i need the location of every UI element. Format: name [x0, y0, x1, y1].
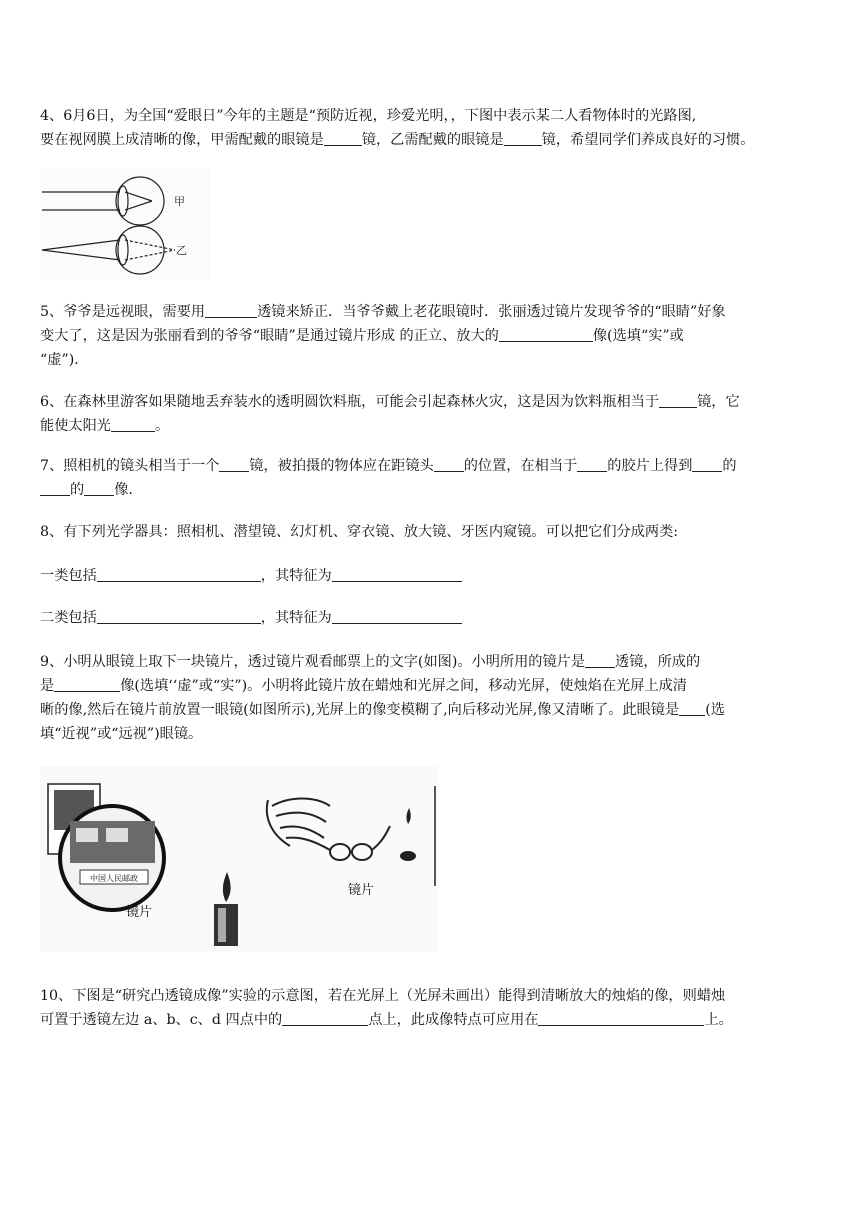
answer-blank[interactable]	[84, 480, 114, 496]
q9-line-3: 晰的像,然后在镜片前放置一眼镜(如图所示),光屏上的像变模糊了,向后移动光屏,像又清晰了。此眼镜是 (选	[40, 702, 725, 718]
answer-blank[interactable]	[692, 456, 722, 472]
q7-line-2: 的 像.	[40, 478, 822, 502]
answer-blank[interactable]	[679, 700, 705, 716]
q8-line-1: 8、有下列光学器具：照相机、潜望镜、幻灯机、穿衣镜、放大镜、牙医内窥镜。可以把它们分成两类:	[40, 524, 679, 540]
answer-blank[interactable]	[504, 130, 542, 146]
q5-line-3: “虚”)．	[40, 352, 89, 368]
eye-light-path-figure	[40, 168, 210, 280]
answer-blank[interactable]	[332, 608, 462, 624]
answer-blank[interactable]	[659, 392, 697, 408]
q4-line-1: 4、6月6日，为全国“爱眼日”今年的主题是“预防近视，珍爱光明，，下图中表示某二人看物体时的光路图,	[40, 108, 697, 124]
question-8	[40, 520, 822, 544]
q9-line-1: 9、小明从眼镜上取下一块镜片，透过镜片观看邮票上的文字(如图)。小明所用的镜片是 透镜，所成的	[40, 654, 701, 670]
magnifier-lens-illustration	[60, 806, 164, 910]
q5-line-1: 5、爷爷是远视眼，需要用 透镜来矫正．当爷爷戴上老花眼镜时．张丽透过镜片发现爷爷的“眼睛”好象	[40, 304, 726, 320]
q7-line-1: 7、照相机的镜头相当于一个 镜，被拍摄的物体应在距镜头 的位置，在相当于 的胶片上得到 的	[40, 458, 737, 474]
answer-blank[interactable]	[40, 480, 70, 496]
question-5	[40, 300, 822, 372]
answer-blank[interactable]	[205, 302, 257, 318]
answer-blank[interactable]	[538, 1010, 704, 1026]
q8-category-1: 一类包括 ，其特征为	[40, 564, 822, 588]
q10-line-2: 可置于透镜左边 a、b、c、d 四点中的 点上，此成像特点可应用在 上。	[40, 1012, 733, 1028]
answer-blank[interactable]	[97, 566, 261, 582]
question-9	[40, 650, 822, 746]
answer-blank[interactable]	[97, 608, 261, 624]
q4-line-2: 要在视网膜上成清晰的像，甲需配戴的眼镜是 镜，乙需配戴的眼镜是 镜，希望同学们养成良好的习惯。	[40, 132, 755, 148]
label-jia: 甲	[174, 195, 185, 208]
answer-blank[interactable]	[219, 456, 249, 472]
q8-category-2: 二类包括 ，其特征为	[40, 606, 822, 630]
answer-blank[interactable]	[577, 456, 607, 472]
answer-blank[interactable]	[282, 1010, 368, 1026]
answer-blank[interactable]	[111, 416, 155, 432]
q6-line-2: 能使太阳光 。	[40, 418, 170, 434]
q9-line-4: 填“近视”或“远视”)眼镜。	[40, 726, 203, 742]
question-4	[40, 104, 822, 152]
q9-line-2: 是 像(选填‘‘虚”或“实”)。小明将此镜片放在蜡烛和光屏之间，移动光屏，使烛焰在光屏上成清	[40, 678, 687, 694]
label-lens-right: 镜片	[348, 883, 375, 898]
q5-line-2: 变大了，这是因为张丽看到的爷爷“眼睛”是通过镜片形成 的正立、放大的 像(选填“实”或	[40, 328, 684, 344]
label-lens-left: 镜片	[126, 905, 153, 920]
q6-line-1: 6、在森林里游客如果随地丢弃装水的透明圆饮料瓶，可能会引起森林火灾，这是因为饮料瓶相当于 镜，它	[40, 394, 740, 410]
answer-blank[interactable]	[324, 130, 362, 146]
q10-line-1: 10、下图是“研究凸透镜成像”实验的示意图，若在光屏上（光屏未画出）能得到清晰放大的烛焰的像，则蜡烛	[40, 988, 726, 1004]
label-yi: 乙	[176, 244, 187, 257]
lens-experiment-figure	[40, 766, 438, 952]
answer-blank[interactable]	[434, 456, 464, 472]
question-7	[40, 454, 822, 502]
stamp-text: 中国人民邮政	[90, 874, 138, 883]
answer-blank[interactable]	[54, 676, 120, 692]
question-10	[40, 984, 822, 1032]
question-6	[40, 390, 822, 438]
answer-blank[interactable]	[585, 652, 615, 668]
answer-blank[interactable]	[332, 566, 462, 582]
answer-blank[interactable]	[499, 326, 593, 342]
